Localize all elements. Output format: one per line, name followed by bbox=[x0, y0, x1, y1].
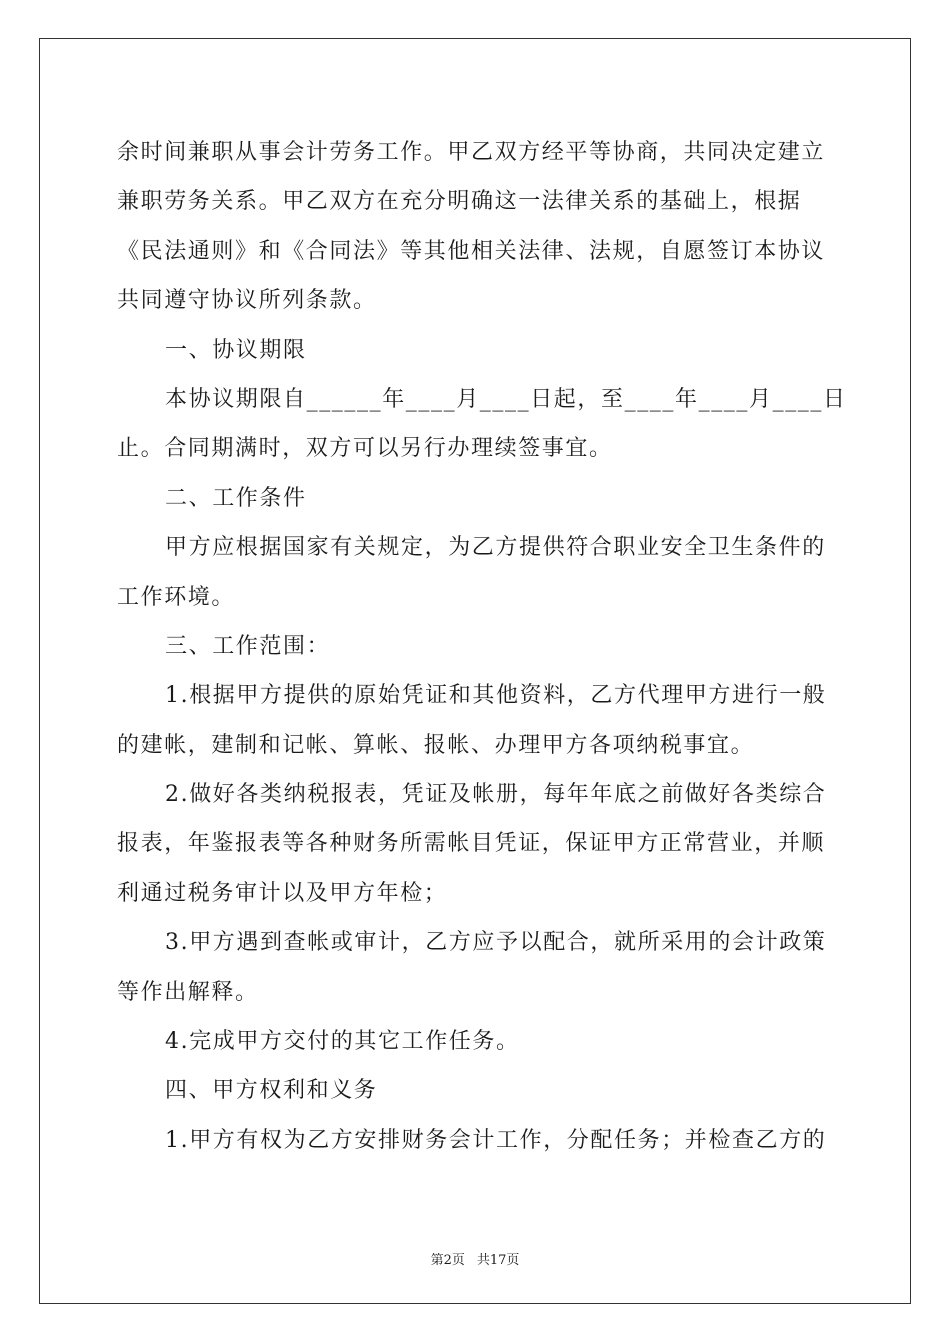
section-heading-scope: 三、工作范围： bbox=[165, 633, 331, 659]
text-line: 兼职劳务关系。甲乙双方在充分明确这一法律关系的基础上，根据 bbox=[117, 189, 802, 215]
list-item: 4.完成甲方交付的其它工作任务。 bbox=[165, 1029, 520, 1055]
text-line: 余时间兼职从事会计劳务工作。甲乙双方经平等协商，共同决定建立 bbox=[117, 140, 826, 165]
list-item: 1.甲方有权为乙方安排财务会计工作，分配任务；并检查乙方的 bbox=[165, 1127, 827, 1153]
section-heading-term: 一、协议期限 bbox=[165, 337, 307, 363]
section-heading-party-a: 四、甲方权利和义务 bbox=[165, 1078, 378, 1104]
text-line: 利通过税务审计以及甲方年检； bbox=[117, 880, 448, 906]
text-line: 甲方应根据国家有关规定，为乙方提供符合职业安全卫生条件的 bbox=[165, 535, 826, 561]
text-line: 报表，年鉴报表等各种财务所需帐目凭证，保证甲方正常营业，并顺 bbox=[117, 831, 826, 857]
page-footer bbox=[0, 1249, 950, 1268]
text-line: 等作出解释。 bbox=[117, 979, 259, 1005]
list-item: 2.做好各类纳税报表，凭证及帐册，每年年底之前做好各类综合 bbox=[165, 782, 827, 808]
section-heading-conditions: 二、工作条件 bbox=[165, 485, 307, 511]
page-number: 第2页 bbox=[430, 1253, 465, 1268]
text-line: 《民法通则》和《合同法》等其他相关法律、法规，自愿签订本协议 bbox=[117, 238, 826, 264]
text-line: 共同遵守协议所列条款。 bbox=[117, 288, 377, 314]
text-line: 本协议期限自______年____月____日起，至____年____月____日 bbox=[165, 386, 847, 412]
text-line: 的建帐，建制和记帐、算帐、报帐、办理甲方各项纳税事宜。 bbox=[117, 732, 755, 758]
document-body bbox=[117, 128, 847, 1165]
page-total: 共17页 bbox=[476, 1253, 520, 1268]
list-item: 3.甲方遇到查帐或审计，乙方应予以配合，就所采用的会计政策 bbox=[165, 930, 827, 956]
text-line: 工作环境。 bbox=[117, 584, 236, 610]
list-item: 1.根据甲方提供的原始凭证和其他资料，乙方代理甲方进行一般 bbox=[165, 683, 827, 709]
text-line: 止。合同期满时，双方可以另行办理续签事宜。 bbox=[117, 436, 613, 462]
